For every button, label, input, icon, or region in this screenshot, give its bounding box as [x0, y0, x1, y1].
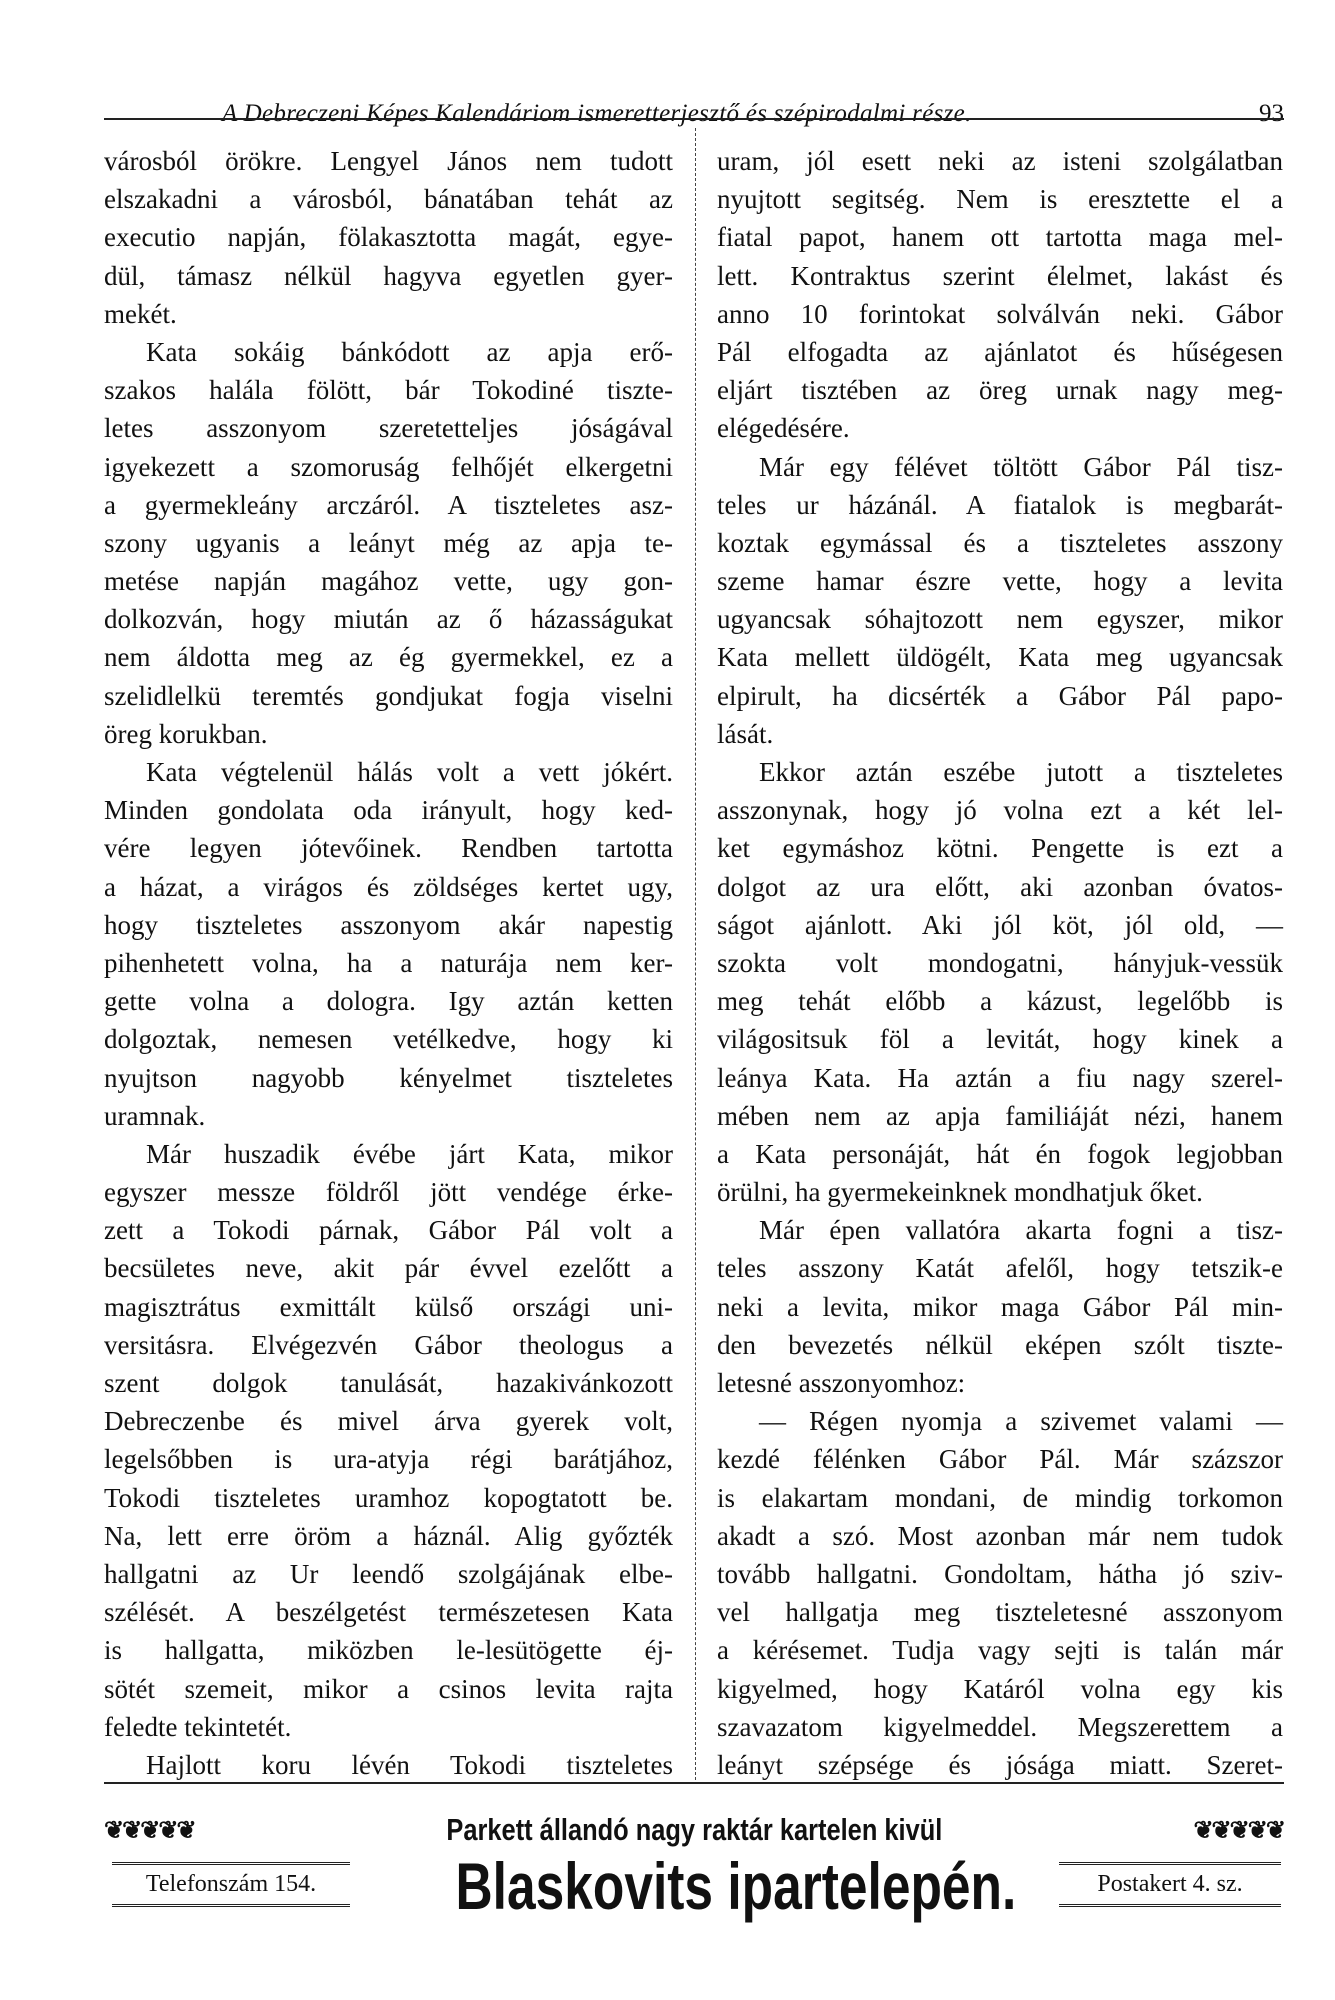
text-line: leánya Kata. Ha aztán a fiu nagy szerel-: [717, 1062, 1283, 1093]
text-line: öreg korukban.: [104, 718, 268, 749]
text-line: becsületes neve, akit pár évvel ezelőtt a: [104, 1253, 673, 1284]
text-line: szakos halála fölött, bár Tokodiné tiszte-: [104, 375, 673, 406]
text-line: — Régen nyomja a szivemet valami —: [759, 1406, 1283, 1437]
paragraph: [717, 448, 1283, 754]
text-line: versitásra. Elvégezvén Gábor theologus a: [104, 1329, 673, 1360]
left-column: [104, 142, 673, 1784]
text-line: vel hallgatja meg tiszteletesné asszonyom: [717, 1597, 1283, 1628]
text-line: feledte tekintetét.: [104, 1711, 292, 1742]
text-line: világositsuk föl a levitát, hogy kinek a: [717, 1024, 1283, 1055]
page-number: 93: [1259, 100, 1284, 127]
text-line: kigyelmed, hogy Katáról volna egy kis: [717, 1673, 1283, 1704]
text-line: Ekkor aztán eszébe jutott a tiszteletes: [759, 757, 1283, 787]
text-line: anno 10 forintokat solválván neki. Gábor: [717, 298, 1283, 329]
text-line: nem áldotta meg az ég gyermekkel, ez a: [104, 642, 673, 673]
text-line: teles asszony Katát afelől, hogy tetszik-e: [717, 1253, 1283, 1284]
text-line: Pál elfogadta az ajánlatot és hűségesen: [717, 336, 1283, 367]
text-line: legelsőbben is ura-atyja régi barátjához,: [104, 1444, 673, 1475]
text-line: ugyancsak sóhajtozott nem egyszer, mikor: [717, 604, 1283, 635]
ornament-left-icon: ❦❦❦❦❦: [104, 1817, 195, 1844]
text-line: a gyermekleány arczáról. A tiszteletes asz-: [104, 489, 673, 520]
text-line: Kata végtelenül hálás volt a vett jókért.: [146, 757, 673, 787]
text-line: Kata mellett üldögélt, Kata meg ugyancsak: [717, 642, 1283, 673]
text-line: neki a levita, mikor maga Gábor Pál min-: [717, 1291, 1283, 1322]
text-line: a házat, a virágos és zöldséges kertet ugy,: [104, 871, 673, 902]
ornament-right-icon: ❦❦❦❦❦: [1193, 1817, 1284, 1844]
text-line: gette volna a dologra. Igy aztán ketten: [104, 986, 673, 1017]
text-line: szony ugyanis a leányt még az apja te-: [104, 527, 673, 558]
text-line: mében nem az apja familiáját nézi, hanem: [717, 1100, 1283, 1131]
paragraph: [104, 333, 673, 753]
advertisement-phone: Telefonszám 154.: [112, 1862, 350, 1907]
text-line: pihenhetett volna, ha a naturája nem ker-: [104, 947, 673, 978]
text-line: elégedésére.: [717, 413, 850, 444]
text-line: Kata sokáig bánkódott az apja erő-: [146, 336, 673, 367]
paragraph: [104, 1135, 673, 1746]
header-rule: [104, 118, 1284, 120]
text-line: zett a Tokodi párnak, Gábor Pál volt a: [104, 1215, 673, 1246]
paragraph: [717, 1402, 1283, 1784]
text-line: akadt a szó. Most azonban már nem tudok: [717, 1520, 1283, 1551]
text-line: tovább hallgatni. Gondoltam, hátha jó sziv-: [717, 1558, 1283, 1589]
text-line: dolgoztak, nemesen vetélkedve, hogy ki: [104, 1024, 673, 1055]
text-line: egyszer messze földről jött vendége érke-: [104, 1177, 673, 1208]
text-line: Debreczenbe és mivel árva gyerek volt,: [104, 1406, 673, 1437]
text-line: Tokodi tiszteletes uramhoz kopogtatott be.: [104, 1482, 673, 1513]
text-line: ket egymáshoz kötni. Pengette is ezt a: [717, 833, 1283, 864]
text-line: elpirult, ha dicsérték a Gábor Pál papo-: [717, 680, 1283, 711]
text-line: magisztrátus exmittált külső országi uni-: [104, 1291, 673, 1322]
text-line: eljárt tisztében az öreg urnak nagy meg-: [717, 375, 1283, 406]
text-line: Minden gondolata oda irányult, hogy ked-: [104, 795, 673, 826]
text-line: elszakadni a városból, bánatában tehát az: [104, 184, 673, 215]
column-divider: [695, 128, 696, 1780]
text-line: meg tehát előbb a kázust, legelőbb is: [717, 986, 1283, 1017]
text-line: koztak egymással és a tiszteletes asszony: [717, 527, 1283, 558]
text-line: leányt szépsége és jósága miatt. Szeret-: [717, 1749, 1283, 1780]
text-line: Már egy félévet töltött Gábor Pál tisz-: [759, 451, 1283, 482]
text-line: executio napján, fölakasztotta magát, egye-: [104, 222, 673, 253]
paragraph: [717, 753, 1283, 1211]
text-line: is elakartam mondani, de mindig torkomon: [717, 1482, 1283, 1513]
header-title: A Debreczeni Képes Kalendáriom ismeretterjesztő és szépirodalmi része.: [222, 100, 972, 127]
text-line: dolgot az ura előtt, aki azonban óvatos-: [717, 871, 1283, 902]
text-line: uram, jól esett neki az isteni szolgálatban: [717, 146, 1283, 176]
advertisement-bottom-row: [104, 1849, 1284, 1928]
text-line: den bevezetés nélkül eképen szólt tiszte-: [717, 1329, 1283, 1360]
paragraph: [104, 1746, 673, 1784]
text-line: lett. Kontraktus szerint élelmet, lakást és: [717, 260, 1283, 291]
text-line: városból örökre. Lengyel János nem tudott: [104, 146, 673, 176]
text-line: letesné asszonyomhoz:: [717, 1368, 966, 1398]
text-line: hallgatni az Ur leendő szolgájának elbe-: [104, 1558, 673, 1589]
text-line: letes asszonyom szeretetteljes jóságával: [104, 413, 673, 444]
text-line: szokta volt mondogatni, hányjuk-vessük: [717, 947, 1283, 978]
paragraph: [717, 142, 1283, 448]
text-line: vére legyen jótevőinek. Rendben tartotta: [104, 833, 673, 864]
text-line: kezdé félénken Gábor Pál. Már százszor: [717, 1444, 1283, 1475]
text-line: metése napján magához vette, ugy gon-: [104, 566, 673, 597]
text-line: dül, támasz nélkül hagyva egyetlen gyer-: [104, 260, 673, 291]
text-line: szeme hamar észre vette, hogy a levita: [717, 566, 1283, 597]
text-line: örülni, ha gyermekeinknek mondhatjuk őket.: [717, 1177, 1203, 1208]
advertisement-rule: [104, 1782, 1284, 1784]
text-line: is hallgatta, miközben le-lesütögette éj-: [104, 1635, 673, 1666]
text-line: dolkozván, hogy miután az ő házasságukat: [104, 604, 673, 635]
text-line: szélését. A beszélgetést természetesen Kata: [104, 1597, 673, 1628]
text-line: uramnak.: [104, 1100, 206, 1131]
text-line: szent dolgok tanulását, hazakivánkozott: [104, 1368, 673, 1398]
text-line: szelidlelkü teremtés gondjukat fogja viselni: [104, 680, 673, 711]
right-column: [717, 142, 1283, 1784]
text-line: hogy tiszteletes asszonyom akár napestig: [104, 909, 673, 940]
text-line: mekét.: [104, 298, 177, 329]
text-line: Már huszadik évébe járt Kata, mikor: [146, 1138, 673, 1169]
text-line: lását.: [717, 718, 774, 749]
running-header: [104, 100, 1284, 134]
text-line: asszonynak, hogy jó volna ezt a két lel-: [717, 795, 1283, 826]
advertisement-headline: Blaskovits ipartelepén.: [455, 1849, 1017, 1923]
advertisement-tagline-row: [104, 1808, 1284, 1852]
advertisement-tagline: Parkett állandó nagy raktár kartelen kivül: [446, 1812, 942, 1847]
text-line: szavazatom kigyelmeddel. Megszerettem a: [717, 1711, 1283, 1742]
text-line: teles ur házánál. A fiatalok is megbarát-: [717, 489, 1283, 520]
text-line: nyujtott segitség. Nem is eresztette el a: [717, 184, 1283, 215]
advertisement-address: Postakert 4. sz.: [1059, 1862, 1281, 1907]
paragraph: [104, 142, 673, 333]
text-line: fiatal papot, hanem ott tartotta maga mel-: [717, 222, 1283, 253]
text-line: a kérésemet. Tudja vagy sejti is talán már: [717, 1635, 1283, 1666]
paragraph: [717, 1211, 1283, 1402]
text-line: Már épen vallatóra akarta fogni a tisz-: [759, 1215, 1283, 1246]
paragraph: [104, 753, 673, 1135]
text-line: a Kata personáját, hát én fogok legjobban: [717, 1138, 1283, 1169]
text-line: igyekezett a szomoruság felhőjét elkergetni: [104, 451, 673, 482]
text-line: nyujtson nagyobb kényelmet tiszteletes: [104, 1062, 673, 1093]
text-line: Hajlott koru lévén Tokodi tiszteletes: [146, 1749, 673, 1780]
text-line: Na, lett erre öröm a háznál. Alig győzték: [104, 1520, 673, 1551]
text-line: ságot ajánlott. Aki jól köt, jól old, —: [717, 909, 1283, 940]
text-line: sötét szemeit, mikor a csinos levita rajta: [104, 1673, 673, 1704]
